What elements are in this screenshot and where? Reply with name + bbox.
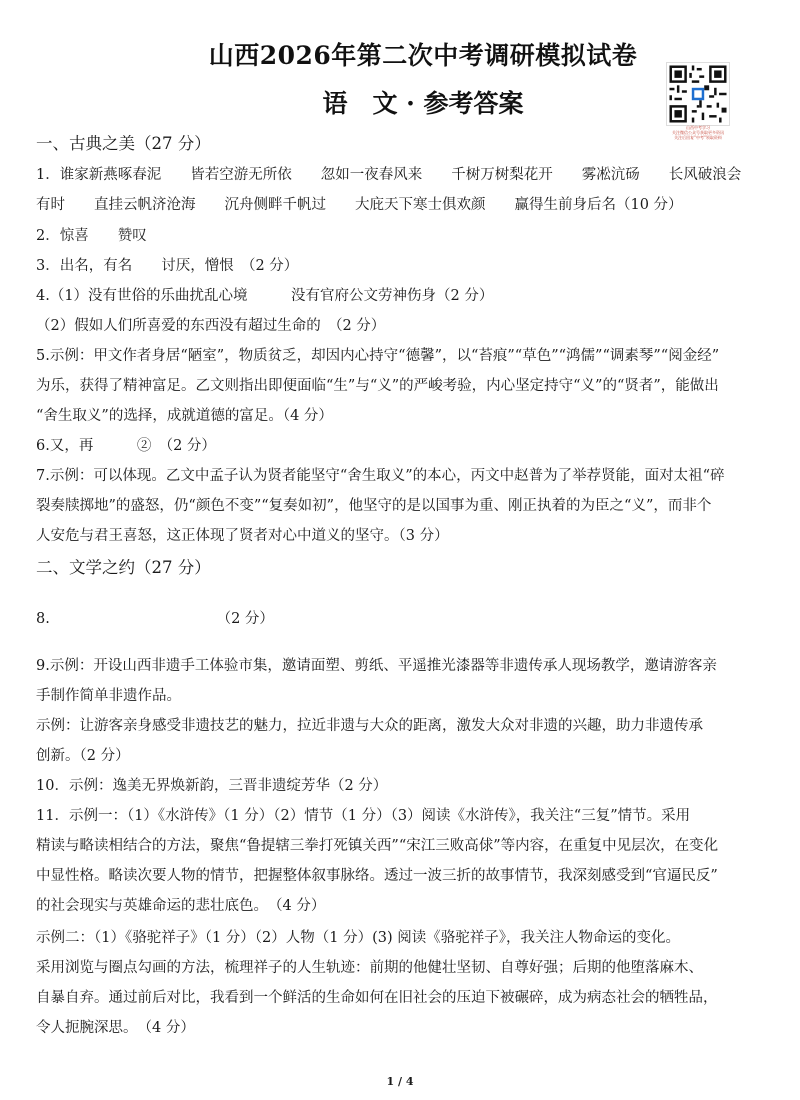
answer-line: （2）假如人们所喜爱的东西没有超过生命的 （2 分） — [36, 318, 386, 334]
qr-code-image — [666, 62, 730, 126]
answer-line: 人安危与君王喜怒，这正体现了贤者对心中道义的坚守。（3 分） — [36, 528, 449, 544]
answer-line: 令人扼腕深思。 （4 分） — [36, 1020, 195, 1036]
qr-caption — [660, 125, 736, 140]
answer-line: 10．示例：逸美无界焕新韵，三晋非遗绽芳华（2 分） — [36, 778, 388, 794]
answer-line: 3．出名，有名 讨厌，憎恨 （2 分） — [36, 258, 299, 274]
exam-subtitle: 语 文 · 参考答案 — [322, 89, 524, 118]
qr-caption-line: 关注后回复"中考"领取资料 — [674, 135, 722, 140]
section-heading-classical: 一、古典之美（27 分） — [36, 134, 211, 153]
answer-line: 7.示例：可以体现。乙文中孟子认为贤者能坚守“舍生取义”的本心，丙文中赵普为了举荐贤能，面对太祖“碎 — [36, 468, 725, 484]
answer-line: 裂奏牍掷地”的盛怒，仍“颜色不变”“复奏如初”，他坚守的是以国事为重、刚正执着的为臣之“义”，而非个 — [36, 498, 712, 514]
answer-line: 的社会现实与英雄命运的悲壮底色。 （4 分） — [36, 898, 326, 914]
qr-code-graphic — [667, 63, 729, 125]
answer-line: 示例：让游客亲身感受非遗技艺的魅力，拉近非遗与大众的距离，激发大众对非遗的兴趣，助力非遗传承 — [36, 718, 703, 734]
answer-line: 自暴自弃。通过前后对比，我看到一个鲜活的生命如何在旧社会的压迫下被碾碎，成为病态社会的牺牲品， — [36, 990, 718, 1006]
answer-line: 中显性格。略读次要人物的情节，把握整体叙事脉络。透过一波三折的故事情节，我深刻感受到“官逼民反” — [36, 868, 718, 884]
answer-line: 为乐，获得了精神富足。乙文则指出即便面临“生”与“义”的严峻考验，内心坚定持守“义”的“贤者”，能做出 — [36, 378, 719, 394]
answer-line: 5.示例：甲文作者身居“陋室”，物质贫乏，却因内心持守“德馨”，以“苔痕”“草色”“鸿儒”“调素琴”“阅金经” — [36, 348, 720, 364]
page-number: 1 / 4 — [386, 1075, 414, 1088]
qr-caption-line: 关注微信公众号获取更多资讯 — [672, 130, 724, 135]
answer-line: “舍生取义”的选择，成就道德的富足。（4 分） — [36, 408, 333, 424]
qr-caption-line: 山西中考学习 — [686, 125, 710, 130]
answer-line: 有时 直挂云帆济沧海 沉舟侧畔千帆过 大庇天下寒士俱欢颜 赢得生前身后名（10 分） — [36, 197, 683, 213]
answer-line: 手制作简单非遗作品。 — [36, 688, 181, 704]
answer-line: 精读与略读相结合的方法，聚焦“鲁提辖三拳打死镇关西”“宋江三败高俅”等内容，在重复中见层次，在变化 — [36, 838, 719, 854]
answer-line: 1．谁家新燕啄春泥 皆若空游无所依 忽如一夜春风来 千树万树梨花开 雾凇沆砀 长风破浪会 — [36, 167, 742, 183]
answer-line: 示例二：（1）《骆驼祥子》（1 分）（2）人物（1 分）(3) 阅读《骆驼祥子》，我关注人物命运的变化。 — [36, 930, 681, 946]
answer-line: 8. （2 分） — [36, 611, 274, 627]
exam-title: 山西2026年第二次中考调研模拟试卷 — [208, 41, 638, 70]
section-heading-literature: 二、文学之约（27 分） — [36, 558, 211, 577]
answer-line: 6.又，再 ② （2 分） — [36, 438, 216, 454]
answer-line: 采用浏览与圈点勾画的方法，梳理祥子的人生轨迹：前期的他健壮坚韧、自尊好强；后期的他堕落麻木、 — [36, 960, 703, 976]
answer-line: 4.（1）没有世俗的乐曲扰乱心境 没有官府公文劳神伤身（2 分） — [36, 288, 494, 304]
answer-line: 创新。（2 分） — [36, 748, 130, 764]
answer-line: 9.示例：开设山西非遗手工体验市集，邀请面塑、剪纸、平遥推光漆器等非遗传承人现场教学，邀请游客亲 — [36, 658, 717, 674]
answer-line: 11．示例一：（1）《水浒传》（1 分）（2）情节（1 分）（3）阅读《水浒传》，我关注“三复”情节。采用 — [36, 808, 691, 824]
answer-line: 2．惊喜 赞叹 — [36, 228, 147, 244]
